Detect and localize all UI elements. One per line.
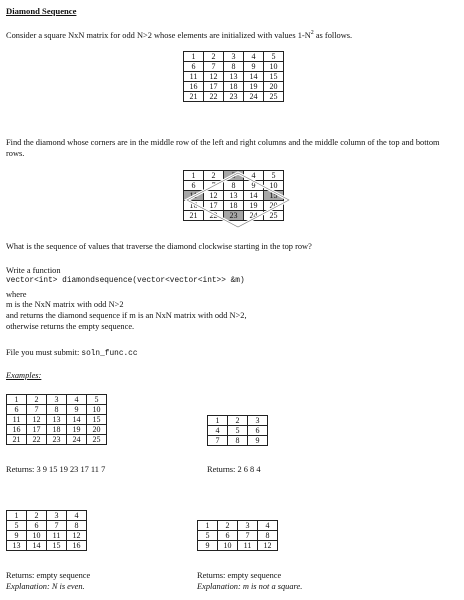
matrix-cell: 6 (7, 405, 27, 415)
intro-text-end: as follows. (313, 30, 353, 40)
matrix-cell: 15 (47, 541, 67, 551)
matrix-cell: 5 (87, 395, 107, 405)
matrix-cell: 7 (208, 436, 228, 446)
matrix-cell: 12 (27, 415, 47, 425)
matrix-cell: 20 (264, 82, 284, 92)
matrix-cell: 25 (264, 211, 284, 221)
matrix-cell: 10 (218, 541, 238, 551)
matrix-cell: 5 (264, 171, 284, 181)
matrix-row (184, 82, 284, 92)
matrix-row (7, 415, 107, 425)
matrix-cell: 20 (264, 201, 284, 211)
matrix-cell: 8 (224, 181, 244, 191)
matrix-cell: 9 (248, 436, 268, 446)
matrix-cell: 20 (87, 425, 107, 435)
matrix-cell: 17 (204, 201, 224, 211)
matrix-cell: 15 (87, 415, 107, 425)
example-3-matrix-body (7, 511, 87, 551)
matrix-cell: 4 (258, 521, 278, 531)
matrix-cell: 6 (248, 426, 268, 436)
matrix-cell: 24 (244, 211, 264, 221)
where-line-3: otherwise returns the empty sequence. (6, 322, 135, 331)
matrix-cell: 5 (228, 426, 248, 436)
matrix-cell: 10 (264, 62, 284, 72)
matrix-cell: 24 (244, 92, 264, 102)
example-1-returns: Returns: 3 9 15 19 23 17 11 7 (6, 465, 106, 474)
matrix-row (7, 521, 87, 531)
matrix-cell: 5 (7, 521, 27, 531)
submit-label: File you must submit: (6, 348, 82, 357)
matrix-cell: 4 (67, 395, 87, 405)
matrix-cell: 8 (258, 531, 278, 541)
matrix-cell: 2 (204, 171, 224, 181)
matrix-cell: 7 (204, 62, 224, 72)
matrix-cell: 8 (67, 521, 87, 531)
submit-line (6, 348, 138, 358)
matrix-cell: 11 (47, 531, 67, 541)
matrix-cell: 19 (244, 201, 264, 211)
matrix-cell: 4 (67, 511, 87, 521)
matrix-cell: 23 (224, 92, 244, 102)
matrix-cell: 15 (264, 191, 284, 201)
example-2-matrix (207, 415, 268, 446)
matrix-cell: 3 (47, 511, 67, 521)
matrix-row (7, 435, 107, 445)
matrix-diamond (183, 170, 284, 221)
example-3-matrix (6, 510, 87, 551)
example-1-matrix (6, 394, 107, 445)
matrix-cell: 11 (7, 415, 27, 425)
matrix-cell: 3 (248, 416, 268, 426)
intro-text (6, 30, 352, 40)
matrix-cell: 19 (244, 82, 264, 92)
matrix-row (7, 541, 87, 551)
example-4-returns: Returns: empty sequence (197, 571, 282, 580)
matrix-cell: 4 (244, 52, 264, 62)
matrix-row (184, 201, 284, 211)
matrix-cell: 9 (7, 531, 27, 541)
question-text: What is the sequence of values that traverse the diamond clockwise starting in the top row? (6, 242, 312, 251)
intro-text-main: Consider a square NxN matrix for odd N>2 whose elements are initialized with values 1-N (6, 30, 311, 40)
where-line-2: and returns the diamond sequence if m is an NxN matrix with odd N>2, (6, 311, 247, 320)
matrix-cell: 6 (184, 181, 204, 191)
matrix-cell: 16 (184, 201, 204, 211)
matrix-cell: 12 (67, 531, 87, 541)
matrix-cell: 16 (7, 425, 27, 435)
page-title: Diamond Sequence (6, 6, 77, 16)
matrix-row (7, 531, 87, 541)
matrix-cell: 3 (47, 395, 67, 405)
matrix-cell: 13 (224, 72, 244, 82)
matrix-cell: 24 (67, 435, 87, 445)
matrix-cell: 7 (204, 181, 224, 191)
example-1-matrix-body (7, 395, 107, 445)
matrix-cell: 16 (67, 541, 87, 551)
matrix-cell: 18 (224, 82, 244, 92)
example-4-matrix (197, 520, 278, 551)
matrix-cell: 4 (244, 171, 264, 181)
matrix-cell: 1 (208, 416, 228, 426)
matrix-cell: 25 (87, 435, 107, 445)
matrix-row (198, 521, 278, 531)
matrix-cell: 9 (67, 405, 87, 415)
matrix-cell: 4 (208, 426, 228, 436)
matrix-cell: 15 (264, 72, 284, 82)
matrix-cell: 5 (264, 52, 284, 62)
matrix-cell: 1 (198, 521, 218, 531)
function-signature: vector<int> diamondsequence(vector<vector<int>> &m) (6, 277, 245, 285)
matrix-cell: 6 (27, 521, 47, 531)
matrix-row (184, 92, 284, 102)
matrix-cell: 18 (47, 425, 67, 435)
matrix-initial-body (184, 52, 284, 102)
matrix-cell: 17 (27, 425, 47, 435)
matrix-row (184, 191, 284, 201)
matrix-cell: 11 (184, 191, 204, 201)
matrix-cell: 12 (204, 191, 224, 201)
matrix-cell: 13 (47, 415, 67, 425)
matrix-row (198, 541, 278, 551)
matrix-cell: 14 (67, 415, 87, 425)
examples-heading: Examples: (6, 371, 42, 380)
matrix-cell: 22 (204, 92, 224, 102)
matrix-cell: 1 (184, 171, 204, 181)
matrix-cell: 12 (258, 541, 278, 551)
matrix-cell: 2 (204, 52, 224, 62)
matrix-row (184, 211, 284, 221)
matrix-cell: 21 (184, 92, 204, 102)
example-4-explanation: Explanation: m is not a square. (197, 582, 303, 591)
matrix-cell: 17 (204, 82, 224, 92)
matrix-cell: 16 (184, 82, 204, 92)
example-2-matrix-body (208, 416, 268, 446)
matrix-row (184, 181, 284, 191)
matrix-cell: 8 (224, 62, 244, 72)
matrix-cell: 7 (27, 405, 47, 415)
matrix-cell: 8 (47, 405, 67, 415)
matrix-cell: 8 (228, 436, 248, 446)
matrix-initial (183, 51, 284, 102)
matrix-row (198, 531, 278, 541)
matrix-row (7, 395, 107, 405)
matrix-cell: 9 (198, 541, 218, 551)
matrix-cell: 13 (224, 191, 244, 201)
matrix-cell: 10 (87, 405, 107, 415)
matrix-cell: 14 (27, 541, 47, 551)
matrix-row (7, 425, 107, 435)
matrix-cell: 13 (7, 541, 27, 551)
matrix-cell: 3 (224, 52, 244, 62)
matrix-cell: 23 (47, 435, 67, 445)
example-2-returns: Returns: 2 6 8 4 (207, 465, 261, 474)
matrix-cell: 21 (7, 435, 27, 445)
matrix-row (184, 171, 284, 181)
matrix-row (7, 405, 107, 415)
intro-superscript: 2 (310, 30, 314, 36)
matrix-cell: 1 (7, 395, 27, 405)
matrix-cell: 18 (224, 201, 244, 211)
matrix-cell: 23 (224, 211, 244, 221)
matrix-cell: 9 (244, 181, 264, 191)
matrix-cell: 2 (27, 395, 47, 405)
matrix-cell: 22 (27, 435, 47, 445)
matrix-row (208, 416, 268, 426)
matrix-row (184, 72, 284, 82)
matrix-cell: 3 (224, 171, 244, 181)
matrix-row (7, 511, 87, 521)
matrix-cell: 1 (184, 52, 204, 62)
matrix-cell: 7 (47, 521, 67, 531)
matrix-cell: 2 (27, 511, 47, 521)
matrix-row (208, 436, 268, 446)
matrix-row (184, 62, 284, 72)
where-line-1: m is the NxN matrix with odd N>2 (6, 300, 124, 309)
example-3-returns: Returns: empty sequence (6, 571, 91, 580)
example-4-matrix-body (198, 521, 278, 551)
matrix-cell: 25 (264, 92, 284, 102)
matrix-cell: 9 (244, 62, 264, 72)
matrix-row (184, 52, 284, 62)
matrix-cell: 14 (244, 72, 264, 82)
matrix-diamond-body (184, 171, 284, 221)
matrix-cell: 10 (27, 531, 47, 541)
matrix-cell: 2 (218, 521, 238, 531)
matrix-cell: 22 (204, 211, 224, 221)
submit-filename: soln_func.cc (81, 350, 138, 358)
matrix-cell: 6 (184, 62, 204, 72)
matrix-cell: 11 (238, 541, 258, 551)
matrix-cell: 21 (184, 211, 204, 221)
matrix-cell: 1 (7, 511, 27, 521)
matrix-row (208, 426, 268, 436)
matrix-cell: 19 (67, 425, 87, 435)
matrix-cell: 6 (218, 531, 238, 541)
matrix-cell: 14 (244, 191, 264, 201)
example-3-explanation: Explanation: N is even. (6, 582, 85, 591)
matrix-cell: 3 (238, 521, 258, 531)
matrix-cell: 10 (264, 181, 284, 191)
matrix-cell: 12 (204, 72, 224, 82)
matrix-cell: 7 (238, 531, 258, 541)
where-text: where (6, 290, 27, 299)
write-function-text: Write a function (6, 266, 61, 275)
matrix-cell: 2 (228, 416, 248, 426)
matrix-cell: 11 (184, 72, 204, 82)
matrix-cell: 5 (198, 531, 218, 541)
find-text: Find the diamond whose corners are in the middle row of the left and right columns and the middle column of the top and bottom rows. (6, 138, 440, 158)
